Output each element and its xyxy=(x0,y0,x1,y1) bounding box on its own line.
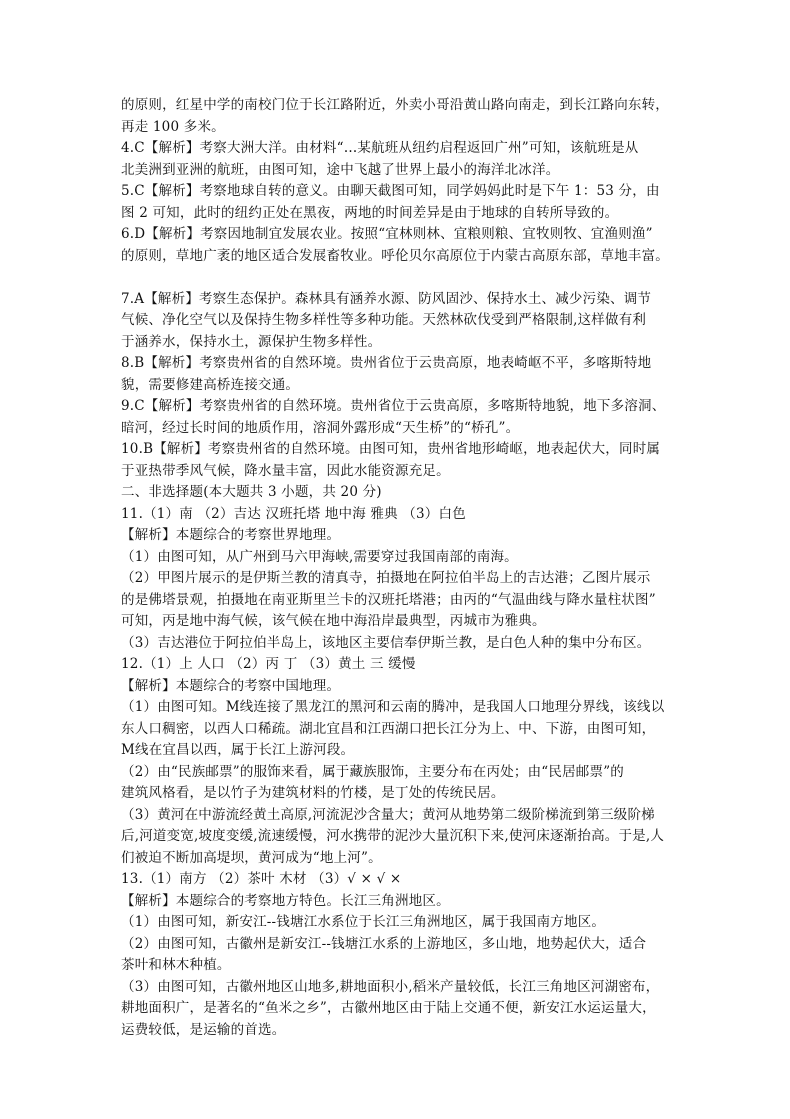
text-line: （3）黄河在中游流经黄土高原,河流泥沙含量大；黄河从地势第二级阶梯流到第三级阶梯 xyxy=(121,806,655,823)
text-line: 【解析】本题综合的考察世界地理。 xyxy=(121,527,341,543)
text-line: 图 2 可知，此时的纽约正处在黑夜，两地的时间差异是由于地球的自转所导致的。 xyxy=(121,204,619,221)
text-line: 的原则，红星中学的南校门位于长江路附近，外卖小哥沿黄山路向南走，到长江路向东转， xyxy=(121,97,669,113)
section-heading: 二、非选择题(本大题共 3 小题，共 20 分) xyxy=(121,484,382,500)
answer-4: 4.C【解析】考察大洲大洋。由材料“…某航班从纽约启程返回广州”可知，该航班是从 xyxy=(121,140,639,156)
text-line: 运费较低，是运输的首选。 xyxy=(121,1021,286,1038)
answer-10: 10.B【解析】考察贵州省的自然环境。由图可知，贵州省地形崎岖，地表起伏大，同时属 xyxy=(121,441,661,457)
text-line: 的原则，草地广袤的地区适合发展畜牧业。呼伦贝尔高原位于内蒙古高原东部，草地丰富。 xyxy=(121,247,669,264)
text-line: 于涵养水，保持水土，源保护生物多样性。 xyxy=(121,333,382,350)
text-line: 于亚热带季风气候，降水量丰富，因此水能资源充足。 xyxy=(121,462,450,479)
text-line: （3）由图可知，古徽州地区山地多,耕地面积小,稻米产量较低，长江三角地区河湖密布， xyxy=(121,978,660,995)
text-line: （2）由图可知，古徽州是新安江--钱塘江水系的上游地区，多山地，地势起伏大，适合 xyxy=(121,935,647,952)
text-line: 们被迫不断加高堤坝，黄河成为“地上河”。 xyxy=(121,849,382,866)
text-line: 茶叶和林木种植。 xyxy=(121,957,231,973)
text-line: M线在宜昌以西，属于长江上游河段。 xyxy=(121,742,355,758)
text-line: （1）由图可知，新安江--钱塘江水系位于长江三角洲地区，属于我国南方地区。 xyxy=(121,914,606,930)
text-line: 【解析】本题综合的考察中国地理。 xyxy=(121,677,341,694)
answer-13: 13.（1）南方 （2）茶叶 木材 （3）√ × √ × xyxy=(121,871,402,887)
text-line: 暗河，经过长时间的地质作用，溶洞外露形成“天生桥”的“桥孔”。 xyxy=(121,419,520,436)
text-line: （1）由图可知，从广州到马六甲海峡,需要穿过我国南部的南海。 xyxy=(121,548,518,565)
text-line: （2）甲图片展示的是伊斯兰教的清真寺，拍摄地在阿拉伯半岛上的吉达港；乙图片展示 xyxy=(121,570,651,586)
text-line: 气候、净化空气以及保持生物多样性等多种功能。天然林砍伐受到严格限制,这样做有利 xyxy=(121,312,647,328)
text-line: 耕地面积广，是著名的“鱼米之乡”，古徽州地区由于陆上交通不便，新安江水运运量大， xyxy=(121,1000,656,1016)
answer-9: 9.C【解析】考察贵州省的自然环境。贵州省位于云贵高原，多喀斯特地貌，地下多溶洞、 xyxy=(121,398,666,414)
text-line: （2）由“民族邮票”的服饰来看，属于藏族服饰，主要分布在丙处；由“民居邮票”的 xyxy=(121,763,624,780)
answer-6: 6.D【解析】考察因地制宜发展农业。按照“宜林则林、宜粮则粮、宜牧则牧、宜渔则渔” xyxy=(121,226,653,242)
text-line: 再走 100 多米。 xyxy=(121,118,225,135)
text-line: 的是佛塔景观，拍摄地在南亚斯里兰卡的汉班托塔港；由丙的“气温曲线与降水量柱状图” xyxy=(121,591,656,608)
text-line: 北美洲到亚洲的航班，由图可知，途中飞越了世界上最小的海洋北冰洋。 xyxy=(121,161,560,178)
blank-line xyxy=(121,267,681,289)
answer-document xyxy=(121,95,681,1041)
answer-12: 12.（1）上 人口 （2）丙 丁 （3）黄土 三 缓慢 xyxy=(121,656,416,672)
text-line: （1）由图可知。M线连接了黑龙江的黑河和云南的腾冲，是我国人口地理分界线，该线以 xyxy=(121,699,665,715)
answer-11: 11.（1）南 （2）吉达 汉班托塔 地中海 雅典 （3）白色 xyxy=(121,505,466,522)
text-line: 【解析】本题综合的考察地方特色。长江三角洲地区。 xyxy=(121,892,450,909)
text-line: 貌，需要修建高桥连接交通。 xyxy=(121,376,300,393)
text-line: 后,河道变宽,坡度变缓,流速缓慢，河水携带的泥沙大量沉积下来,使河床逐渐抬高。于是,人 xyxy=(121,828,665,844)
text-line: 东人口稠密，以西人口稀疏。湖北宜昌和江西湖口把长江分为上、中、下游，由图可知， xyxy=(121,720,656,737)
answer-8: 8.B【解析】考察贵州省的自然环境。贵州省位于云贵高原，地表崎岖不平，多喀斯特地 xyxy=(121,355,652,371)
text-line: （3）吉达港位于阿拉伯半岛上，该地区主要信奉伊斯兰教，是白色人种的集中分布区。 xyxy=(121,634,651,651)
text-line: 建筑风格看，是以竹子为建筑材料的竹楼，是丁处的传统民居。 xyxy=(121,785,505,801)
answer-5: 5.C【解析】考察地球自转的意义。由聊天截图可知，同学妈妈此时是下午 1：53 分，由 xyxy=(121,183,660,199)
text-line: 可知，丙是地中海气候，该气候在地中海沿岸最典型，丙城市为雅典。 xyxy=(121,613,546,629)
answer-7: 7.A【解析】考察生态保护。森林具有涵养水源、防风固沙、保持水土、减少污染、调节 xyxy=(121,290,652,307)
